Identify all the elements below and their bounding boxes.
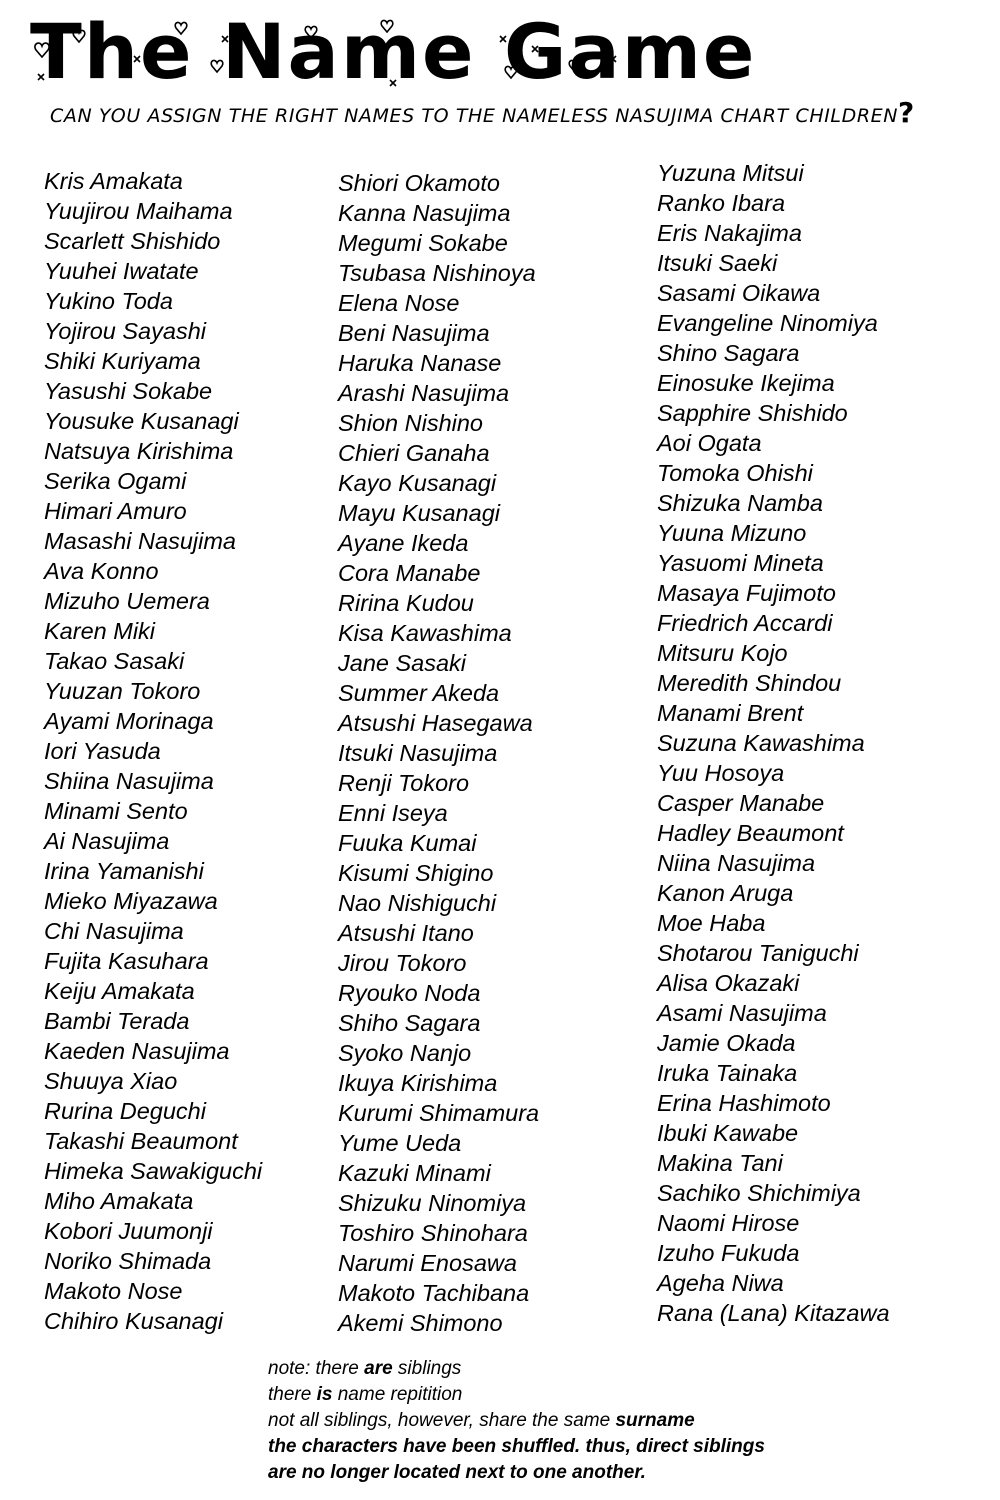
- name-list-item: Karen Miki: [44, 618, 156, 644]
- note-line-1: [268, 1356, 765, 1382]
- name-list-item: Meredith Shindou: [657, 670, 842, 696]
- name-list-item: Kisa Kawashima: [338, 620, 512, 646]
- name-list-item: Yuuna Mizuno: [657, 520, 807, 546]
- note-emphasis: surname: [615, 1410, 695, 1431]
- name-list-item: Friedrich Accardi: [657, 610, 833, 636]
- note-text: siblings: [392, 1358, 462, 1379]
- name-list-item: Tomoka Ohishi: [657, 460, 813, 486]
- name-list-item: Chieri Ganaha: [338, 440, 490, 466]
- name-list-item: Arashi Nasujima: [338, 380, 510, 406]
- name-list-item: Kazuki Minami: [338, 1160, 491, 1186]
- name-list-item: Yojirou Sayashi: [44, 318, 206, 344]
- name-list-item: Shiki Kuriyama: [44, 348, 201, 374]
- name-list-item: Elena Nose: [338, 290, 460, 316]
- name-list-item: Himeka Sawakiguchi: [44, 1158, 263, 1184]
- name-list-item: Tsubasa Nishinoya: [338, 260, 536, 286]
- name-list-item: Takao Sasaki: [44, 648, 185, 674]
- name-list-item: Chi Nasujima: [44, 918, 184, 944]
- name-list-item: Shino Sagara: [657, 340, 800, 366]
- name-list-item: Ikuya Kirishima: [338, 1070, 498, 1096]
- name-list-item: Haruka Nanase: [338, 350, 502, 376]
- name-list-item: Makoto Nose: [44, 1278, 183, 1304]
- name-list-item: Kris Amakata: [44, 168, 183, 194]
- title-block: [26, 6, 757, 102]
- name-column-1: [44, 166, 262, 1336]
- name-list-item: Yuuhei Iwatate: [44, 258, 199, 284]
- name-list-item: Irina Yamanishi: [44, 858, 204, 884]
- name-list-item: Narumi Enosawa: [338, 1250, 517, 1276]
- name-list-item: Mayu Kusanagi: [338, 500, 500, 526]
- name-list-item: Suzuna Kawashima: [657, 730, 865, 756]
- name-list-item: Jamie Okada: [657, 1030, 796, 1056]
- name-list-item: Takashi Beaumont: [44, 1128, 238, 1154]
- name-list-item: Fuuka Kumai: [338, 830, 477, 856]
- name-list-item: Nao Nishiguchi: [338, 890, 497, 916]
- page-subtitle: [50, 96, 915, 129]
- name-list-item: Yukino Toda: [44, 288, 173, 314]
- name-list-item: Shiho Sagara: [338, 1010, 481, 1036]
- page-title: The Name Game: [30, 7, 757, 96]
- name-list-item: Itsuki Nasujima: [338, 740, 498, 766]
- name-list-item: Kobori Juumonji: [44, 1218, 213, 1244]
- name-list-item: Yuujirou Maihama: [44, 198, 233, 224]
- name-list-item: Moe Haba: [657, 910, 766, 936]
- name-list-item: Shizuku Ninomiya: [338, 1190, 527, 1216]
- name-list-item: Mitsuru Kojo: [657, 640, 788, 666]
- name-list-item: Megumi Sokabe: [338, 230, 508, 256]
- name-list-item: Serika Ogami: [44, 468, 187, 494]
- name-list-item: Syoko Nanjo: [338, 1040, 472, 1066]
- name-list-item: Hadley Beaumont: [657, 820, 844, 846]
- name-list-item: Ranko Ibara: [657, 190, 786, 216]
- name-list-item: Enni Iseya: [338, 800, 448, 826]
- name-list-item: Evangeline Ninomiya: [657, 310, 878, 336]
- name-list-item: Ayane Ikeda: [338, 530, 469, 556]
- name-list-item: Beni Nasujima: [338, 320, 490, 346]
- name-list-item: Alisa Okazaki: [657, 970, 800, 996]
- name-list-item: Makoto Tachibana: [338, 1280, 530, 1306]
- name-list-item: Rana (Lana) Kitazawa: [657, 1300, 890, 1326]
- name-list-item: Bambi Terada: [44, 1008, 190, 1034]
- name-list-item: Yasushi Sokabe: [44, 378, 213, 404]
- note-text: name repitition: [332, 1384, 463, 1405]
- note-line-2: [268, 1382, 765, 1408]
- name-list-item: Toshiro Shinohara: [338, 1220, 528, 1246]
- name-list-item: Minami Sento: [44, 798, 188, 824]
- name-list-item: Shotarou Taniguchi: [657, 940, 859, 966]
- name-list-item: Summer Akeda: [338, 680, 500, 706]
- name-list-item: Mizuho Uemera: [44, 588, 210, 614]
- name-list-item: Kisumi Shigino: [338, 860, 494, 886]
- name-list-item: Shizuka Namba: [657, 490, 823, 516]
- subtitle-question-mark: ?: [898, 96, 915, 129]
- name-list-item: Shuuya Xiao: [44, 1068, 178, 1094]
- name-list-item: Shion Nishino: [338, 410, 484, 436]
- name-list-item: Ageha Niwa: [657, 1270, 784, 1296]
- name-list-item: Aoi Ogata: [657, 430, 762, 456]
- name-list-item: Yume Ueda: [338, 1130, 462, 1156]
- name-list-item: Naomi Hirose: [657, 1210, 800, 1236]
- name-list-item: Noriko Shimada: [44, 1248, 212, 1274]
- name-list-item: Akemi Shimono: [338, 1310, 503, 1336]
- name-list-item: Himari Amuro: [44, 498, 187, 524]
- name-list-item: Asami Nasujima: [657, 1000, 827, 1026]
- name-column-2: [338, 168, 539, 1338]
- name-list-item: Izuho Fukuda: [657, 1240, 800, 1266]
- note-block: [268, 1356, 765, 1486]
- name-list-item: Manami Brent: [657, 700, 804, 726]
- name-list-item: Sasami Oikawa: [657, 280, 821, 306]
- name-list-item: Scarlett Shishido: [44, 228, 221, 254]
- name-list-item: Natsuya Kirishima: [44, 438, 234, 464]
- name-list-item: Jane Sasaki: [338, 650, 467, 676]
- name-list-item: Kanna Nasujima: [338, 200, 511, 226]
- note-text: there: [268, 1384, 317, 1405]
- name-list-item: Ayami Morinaga: [44, 708, 214, 734]
- name-list-item: Rurina Deguchi: [44, 1098, 206, 1124]
- name-list-item: Iruka Tainaka: [657, 1060, 798, 1086]
- name-list-item: Atsushi Hasegawa: [338, 710, 533, 736]
- name-list-item: Iori Yasuda: [44, 738, 161, 764]
- name-list-item: Ryouko Noda: [338, 980, 481, 1006]
- name-list-item: Jirou Tokoro: [338, 950, 467, 976]
- name-list-item: Itsuki Saeki: [657, 250, 778, 276]
- name-list-item: Chihiro Kusanagi: [44, 1308, 223, 1334]
- subtitle-text: CAN YOU ASSIGN THE RIGHT NAMES TO THE NAMELESS NASUJIMA CHART CHILDREN: [50, 105, 899, 127]
- name-list-item: Atsushi Itano: [338, 920, 474, 946]
- name-list-item: Niina Nasujima: [657, 850, 816, 876]
- name-list-item: Renji Tokoro: [338, 770, 470, 796]
- name-list-item: Makina Tani: [657, 1150, 783, 1176]
- name-list-item: Erina Hashimoto: [657, 1090, 831, 1116]
- name-list-item: Kayo Kusanagi: [338, 470, 497, 496]
- name-list-item: Mieko Miyazawa: [44, 888, 218, 914]
- name-list-item: Keiju Amakata: [44, 978, 195, 1004]
- name-list-item: Kaeden Nasujima: [44, 1038, 230, 1064]
- name-list-item: Shiina Nasujima: [44, 768, 214, 794]
- name-list-item: Fujita Kasuhara: [44, 948, 209, 974]
- name-list-item: Yasuomi Mineta: [657, 550, 824, 576]
- name-list-item: Shiori Okamoto: [338, 170, 500, 196]
- name-list-item: Kanon Aruga: [657, 880, 794, 906]
- name-column-3: [657, 158, 890, 1328]
- name-list-item: Masaya Fujimoto: [657, 580, 836, 606]
- name-list-item: Kurumi Shimamura: [338, 1100, 540, 1126]
- note-line-3: [268, 1408, 765, 1434]
- name-list-item: Yuzuna Mitsui: [657, 160, 804, 186]
- name-list-item: Ibuki Kawabe: [657, 1120, 799, 1146]
- name-list-item: Ava Konno: [44, 558, 159, 584]
- name-list-item: Ririna Kudou: [338, 590, 474, 616]
- name-list-item: Ai Nasujima: [44, 828, 170, 854]
- name-list-item: Cora Manabe: [338, 560, 481, 586]
- name-list-item: Casper Manabe: [657, 790, 825, 816]
- name-list-item: Yousuke Kusanagi: [44, 408, 239, 434]
- name-list-item: Yuuzan Tokoro: [44, 678, 201, 704]
- note-emphasis: are: [364, 1358, 393, 1379]
- name-list-item: Sachiko Shichimiya: [657, 1180, 861, 1206]
- name-list-item: Eris Nakajima: [657, 220, 802, 246]
- note-text: note: there: [268, 1358, 365, 1379]
- note-line-4: the characters have been shuffled. thus, direct siblings: [268, 1436, 765, 1457]
- note-text: not all siblings, however, share the same: [268, 1410, 616, 1431]
- name-list-item: Miho Amakata: [44, 1188, 194, 1214]
- name-list-item: Sapphire Shishido: [657, 400, 848, 426]
- note-line-5: are no longer located next to one another.: [268, 1462, 646, 1483]
- name-list-item: Einosuke Ikejima: [657, 370, 835, 396]
- name-list-item: Yuu Hosoya: [657, 760, 785, 786]
- name-list-item: Masashi Nasujima: [44, 528, 236, 554]
- note-emphasis: is: [316, 1384, 333, 1405]
